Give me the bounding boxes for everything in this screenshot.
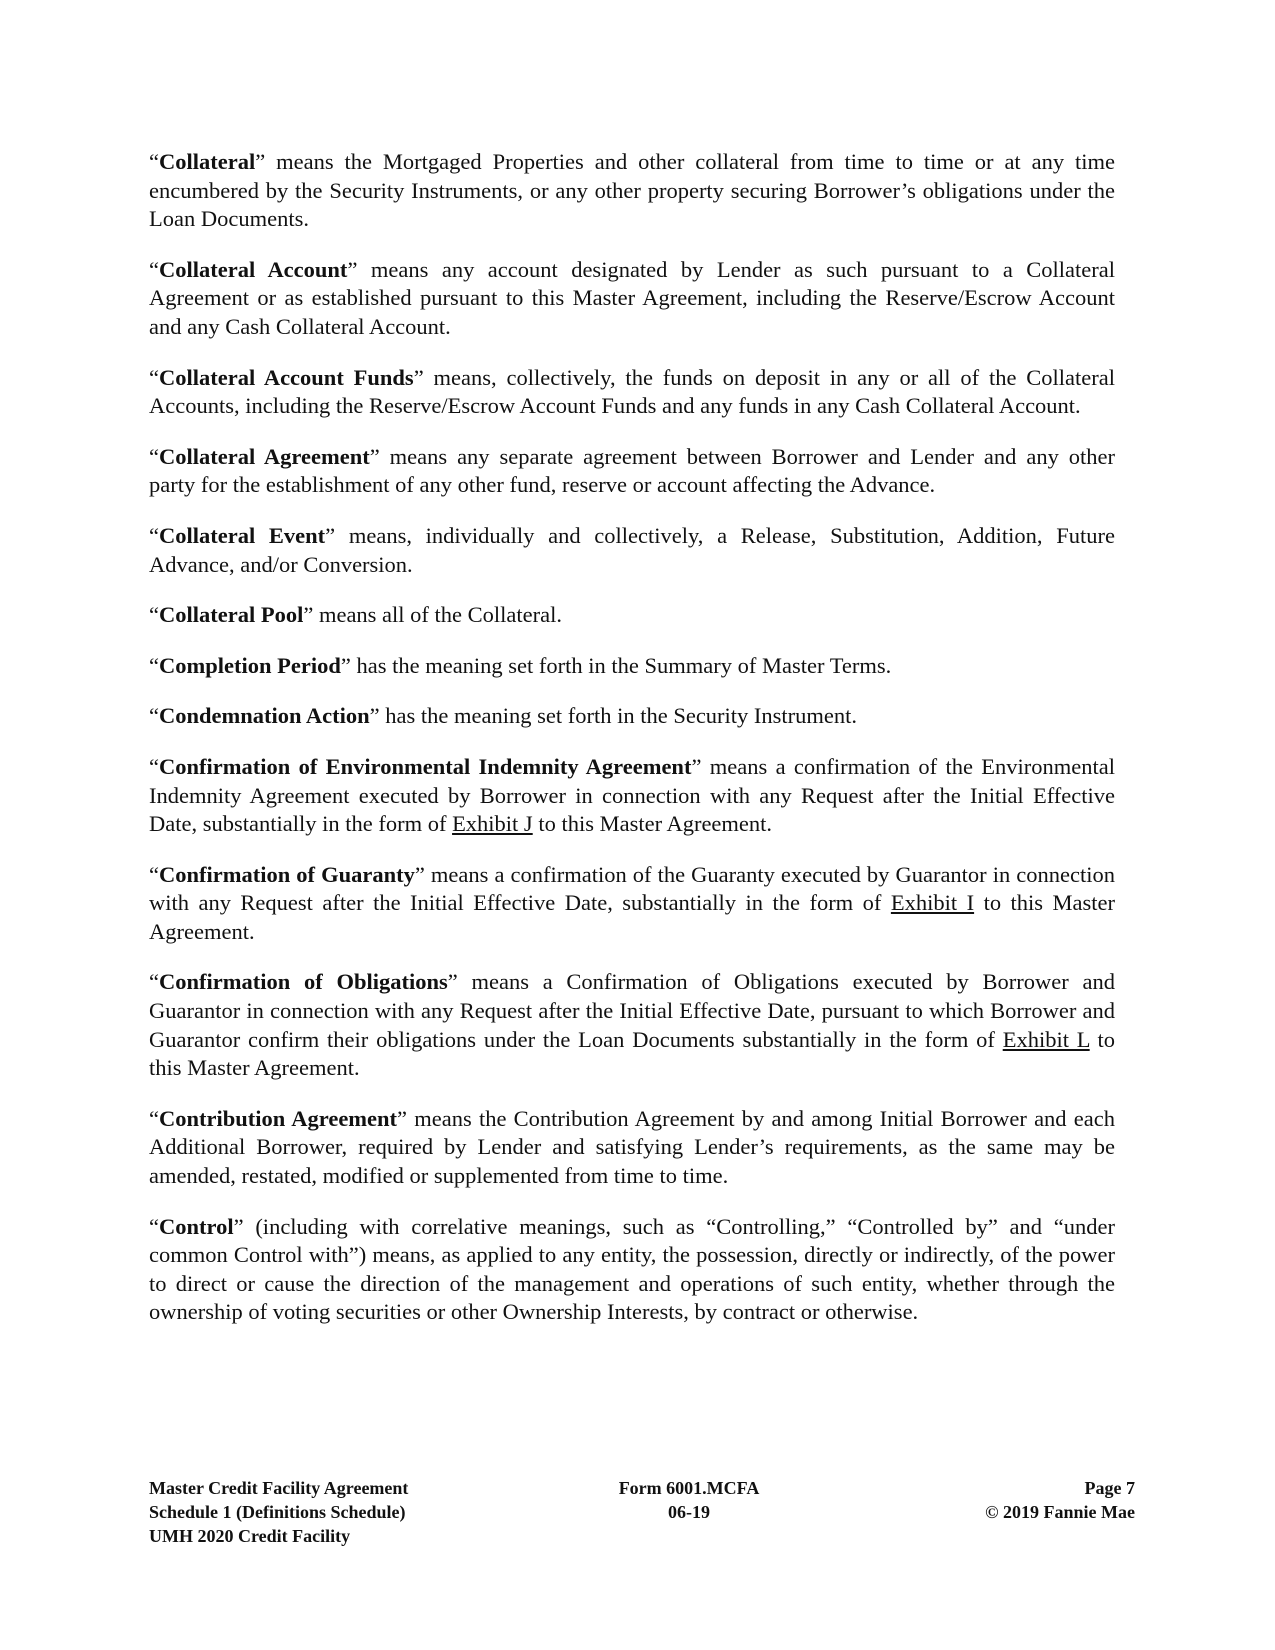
exhibit-reference: Exhibit L	[1002, 1026, 1090, 1052]
definition-paragraph	[149, 148, 1115, 234]
defined-term: Collateral Account Funds	[159, 364, 414, 390]
exhibit-reference: Exhibit J	[452, 811, 533, 837]
footer-page-info	[985, 1476, 1135, 1524]
definition-text: “	[149, 522, 159, 548]
definition-text: ” means a confirmation of the Guaranty executed by Guarantor in connection with any Request after the Initial Effective Date, substantially in the form of	[149, 861, 1116, 916]
defined-term: Condemnation Action	[159, 703, 370, 729]
definition-text: “	[149, 969, 159, 995]
definition-text: to this Master Agreement.	[149, 890, 1115, 944]
definition-paragraph	[149, 601, 1115, 630]
defined-term: Collateral Event	[159, 522, 326, 548]
page-number: Page 7	[1084, 1478, 1135, 1498]
footer-form-number: Form 6001.MCFA	[618, 1478, 760, 1498]
definition-text: ” has the meaning set forth in the Summary of Master Terms.	[340, 652, 892, 678]
defined-term: Completion Period	[159, 652, 341, 678]
defined-term: Control	[159, 1213, 234, 1239]
definition-text: ” means, individually and collectively, a Release, Substitution, Addition, Future Advance, and/or Conversion.	[149, 522, 1115, 577]
definition-paragraph	[149, 443, 1115, 500]
definition-text: ” has the meaning set forth in the Security Instrument.	[369, 703, 858, 729]
definition-text: “	[149, 703, 159, 729]
defined-term: Confirmation of Environmental Indemnity Agreement	[159, 753, 692, 779]
footer-document-info	[149, 1476, 408, 1548]
copyright: © 2019 Fannie Mae	[985, 1502, 1135, 1522]
definition-text: “	[149, 443, 159, 469]
definition-paragraph	[149, 364, 1115, 421]
definition-paragraph	[149, 702, 1115, 731]
definition-text: ” means the Contribution Agreement by and among Initial Borrower and each Additional Borrower, required by Lender and satisfying Lender’s requirements, as the same may be amended, restated, modified or supplemented from time to time.	[149, 1105, 1115, 1189]
footer-form-info	[599, 1476, 779, 1524]
definition-text: ” means a Confirmation of Obligations executed by Borrower and Guarantor in connection with any Request after the Initial Effective Date, pursuant to which Borrower and Guarantor confirm their obligations under the Loan Documents substantially in the form of	[149, 969, 1115, 1052]
defined-term: Collateral Pool	[159, 602, 304, 628]
defined-term: Collateral Agreement	[159, 443, 370, 469]
definition-paragraph	[149, 522, 1115, 579]
footer-agreement-title: Master Credit Facility Agreement	[149, 1478, 409, 1498]
definition-paragraph	[149, 1213, 1115, 1327]
definition-text: to this Master Agreement.	[149, 1026, 1115, 1081]
defined-term: Collateral Account	[159, 256, 348, 282]
footer-form-date: 06-19	[668, 1502, 710, 1522]
definition-text: “	[149, 602, 159, 628]
defined-term: Contribution Agreement	[159, 1105, 398, 1131]
definition-text: ” means any account designated by Lender as such pursuant to a Collateral Agreement or as established pursuant to this Master Agreement, including the Reserve/Escrow Account and any Cash Collateral Account.	[149, 256, 1115, 339]
definition-text: ” means, collectively, the funds on deposit in any or all of the Collateral Accounts, including the Reserve/Escrow Account Funds and any funds in any Cash Collateral Account.	[149, 364, 1115, 419]
definition-text: ” means a confirmation of the Environmental Indemnity Agreement executed by Borrower in connection with any Request after the Initial Effective Date, substantially in the form of	[149, 753, 1115, 837]
definition-text: “	[149, 364, 159, 390]
definition-text: ” means all of the Collateral.	[303, 602, 562, 628]
defined-term: Collateral	[159, 149, 256, 174]
footer-facility-name: UMH 2020 Credit Facility	[149, 1526, 351, 1546]
definition-paragraph	[149, 861, 1115, 947]
definition-paragraph	[149, 753, 1115, 839]
definition-text: ” means the Mortgaged Properties and other collateral from time to time or at any time encumbered by the Security Instruments, or any other property securing Borrower’s obligations under the Loan Documents.	[149, 149, 1115, 232]
definition-text: “	[149, 1213, 159, 1239]
footer-schedule-name: Schedule 1 (Definitions Schedule)	[149, 1502, 406, 1522]
definition-text: “	[149, 652, 159, 678]
definition-text: to this Master Agreement.	[532, 811, 773, 837]
defined-term: Confirmation of Guaranty	[159, 861, 415, 887]
definition-paragraph	[149, 968, 1115, 1082]
definition-text: “	[149, 256, 159, 282]
definition-text: “	[149, 149, 159, 174]
definition-text: “	[149, 753, 159, 779]
definitions-list	[149, 148, 1115, 1349]
definition-text: ” (including with correlative meanings, such as “Controlling,” “Controlled by” and “under common Control with”) means, as applied to any entity, the possession, directly or indirectly, of the power to direct or cause the direction of the management and operations of such entity, whether through the ownership of voting securities or other Ownership Interests, by contract or otherwise.	[149, 1213, 1115, 1325]
definition-text: ” means any separate agreement between Borrower and Lender and any other party for the establishment of any other fund, reserve or account affecting the Advance.	[149, 443, 1116, 498]
definition-paragraph	[149, 1105, 1115, 1191]
defined-term: Confirmation of Obligations	[159, 969, 448, 995]
exhibit-reference: Exhibit I	[890, 890, 975, 916]
definition-paragraph	[149, 256, 1115, 342]
definition-text: “	[149, 861, 159, 887]
definition-text: “	[149, 1105, 159, 1131]
definition-paragraph	[149, 652, 1115, 681]
